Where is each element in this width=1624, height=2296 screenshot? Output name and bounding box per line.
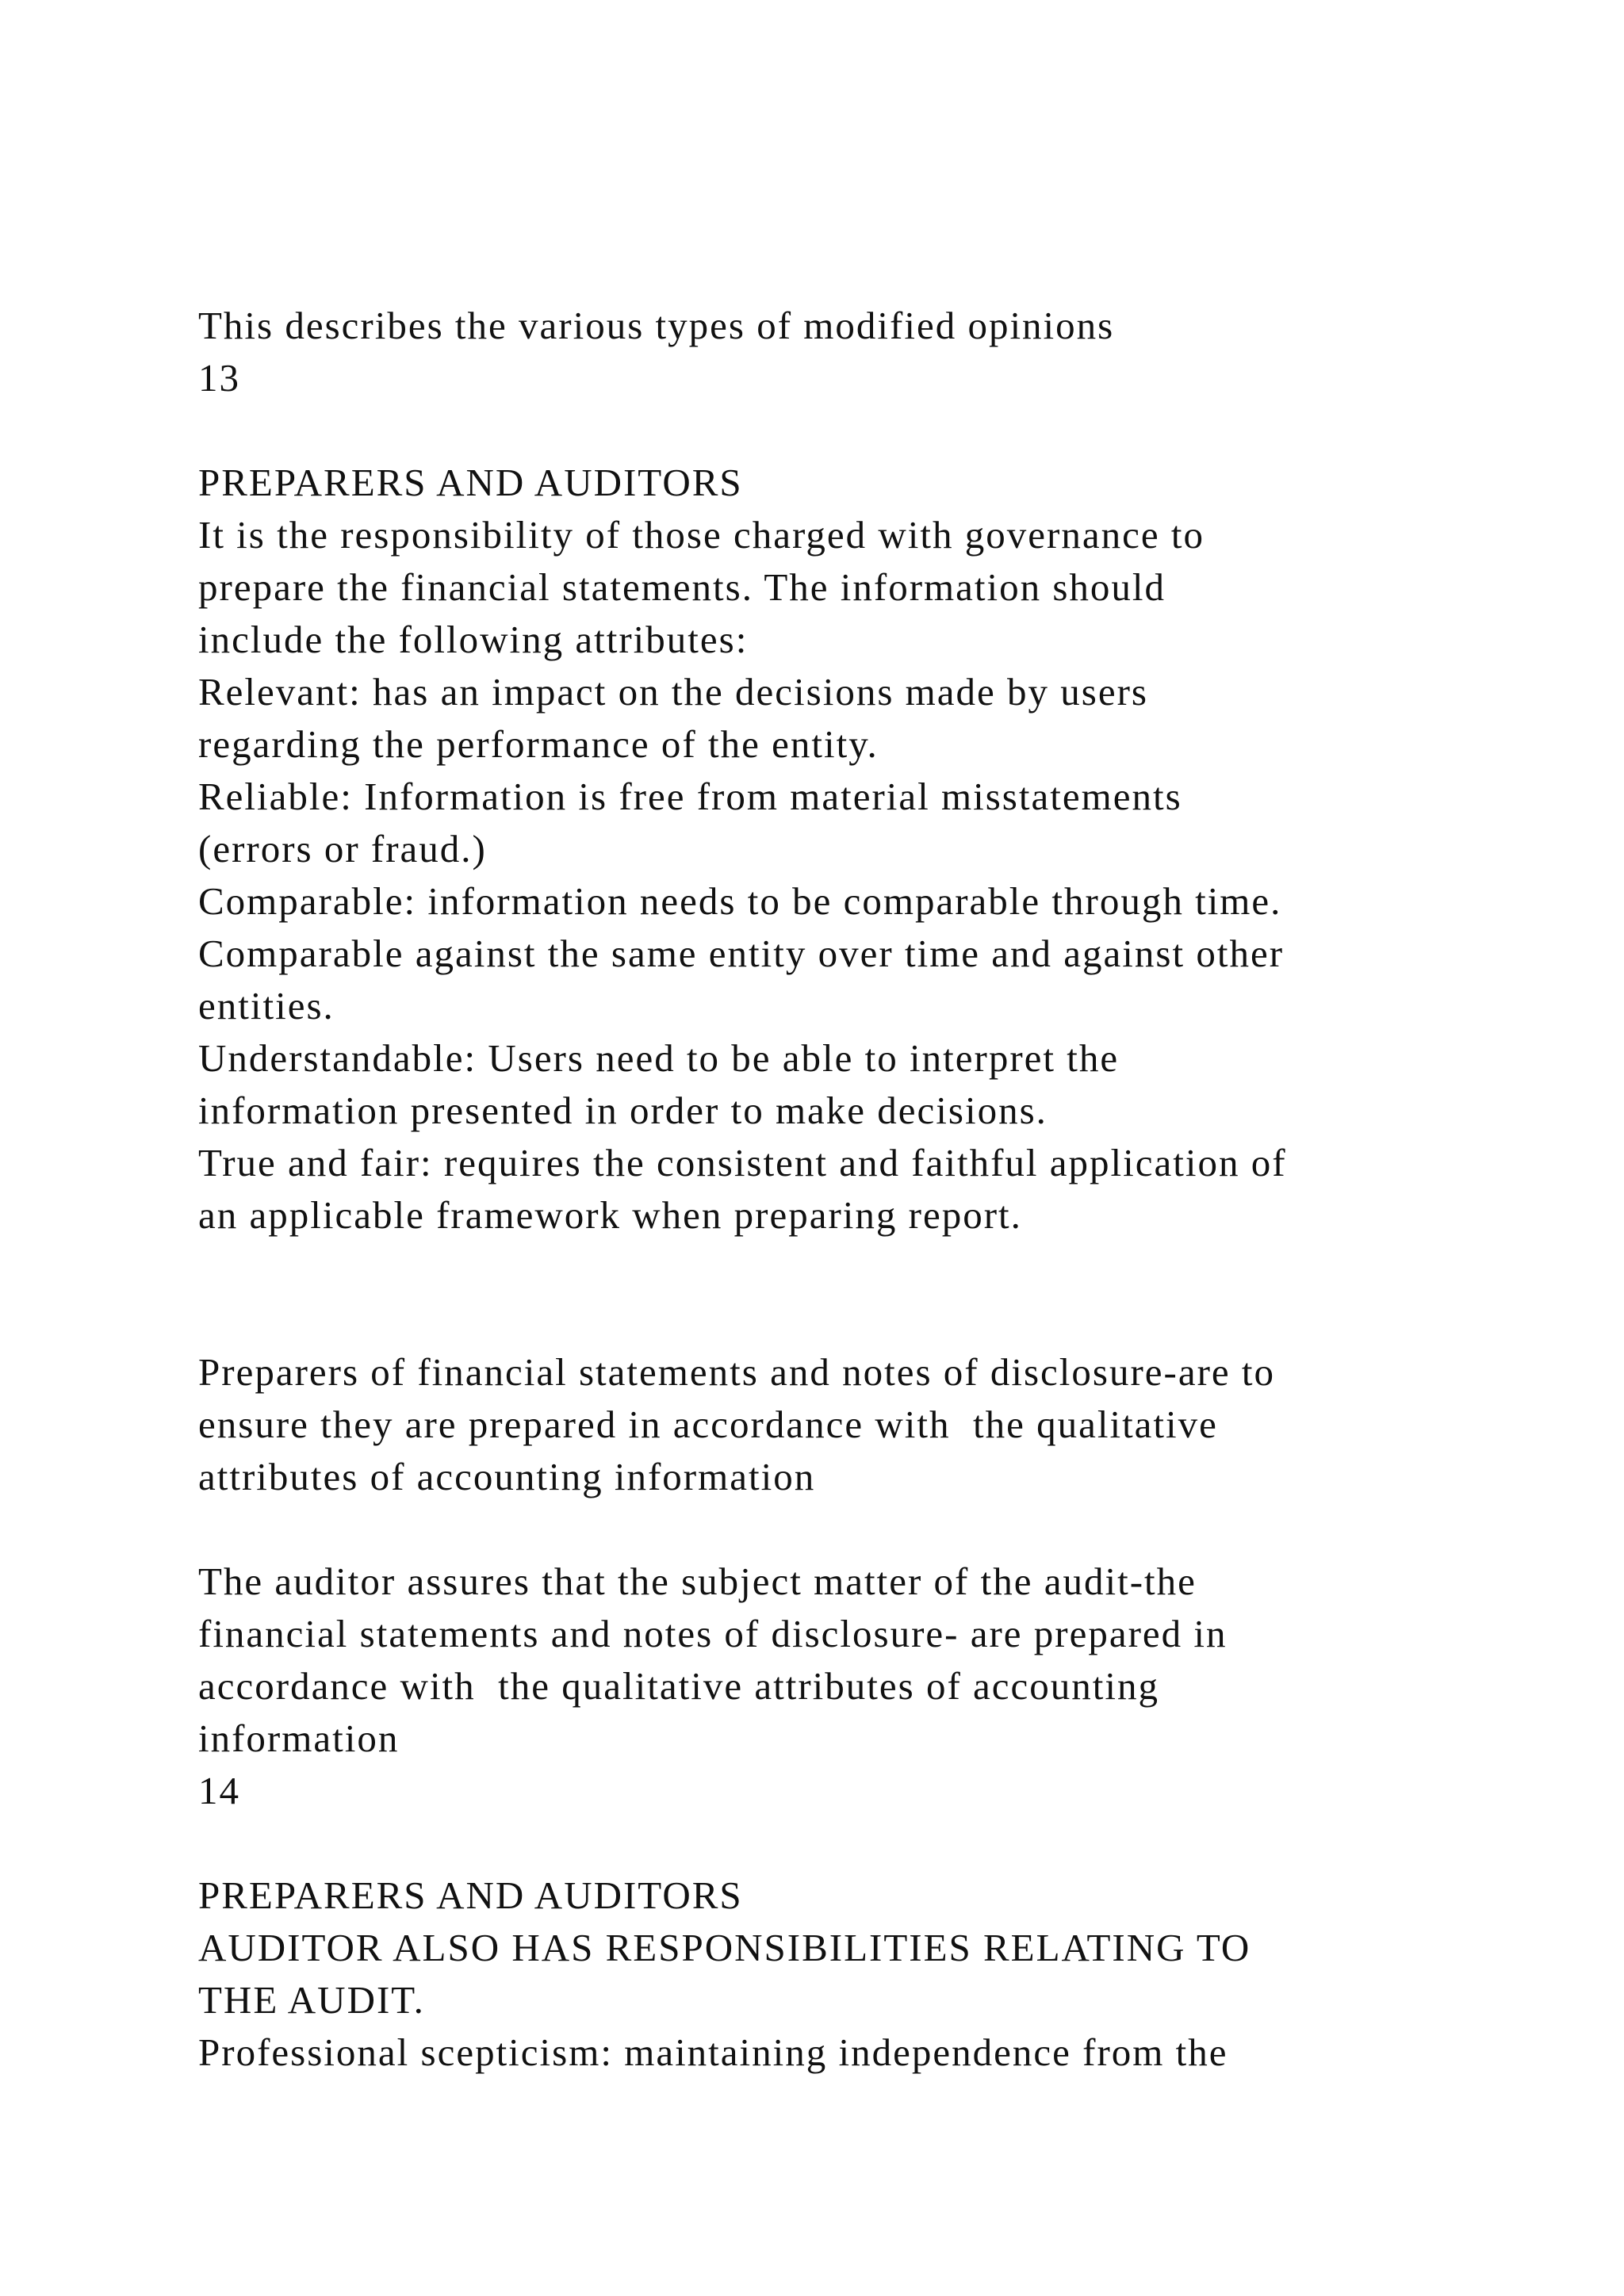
- text-line: ensure they are prepared in accordance with the qualitative: [198, 1402, 1218, 1446]
- text-line: Comparable: information needs to be comparable through time.: [198, 879, 1282, 923]
- text-line: Professional scepticism: maintaining independence from the: [198, 2030, 1228, 2074]
- blank-line: [198, 1294, 1546, 1346]
- text-line: The auditor assures that the subject matter of the audit-the: [198, 1559, 1197, 1603]
- text-line: Understandable: Users need to be able to interpret the: [198, 1036, 1120, 1080]
- text-line: True and fair: requires the consistent and faithful application of: [198, 1141, 1287, 1184]
- text-line: Comparable against the same entity over time and against other: [198, 932, 1285, 975]
- text-line: Preparers of financial statements and notes of disclosure-are to: [198, 1350, 1276, 1394]
- blank-line: [198, 1242, 1546, 1294]
- blank-line: [198, 1503, 1546, 1556]
- text-line: Reliable: Information is free from material misstatements: [198, 775, 1182, 818]
- page-number: 14: [198, 1769, 240, 1812]
- text-line: It is the responsibility of those charged with governance to: [198, 513, 1205, 557]
- text-line: (errors or fraud.): [198, 827, 487, 871]
- text-line: THE AUDIT.: [198, 1978, 425, 2022]
- text-line: an applicable framework when preparing report.: [198, 1193, 1022, 1237]
- section-heading: PREPARERS AND AUDITORS: [198, 461, 743, 504]
- document-body: [198, 300, 1546, 2079]
- text-line: information presented in order to make decisions.: [198, 1089, 1048, 1132]
- text-line: attributes of accounting information: [198, 1455, 816, 1498]
- text-line: financial statements and notes of disclosure- are prepared in: [198, 1612, 1228, 1655]
- text-line: Relevant: has an impact on the decisions made by users: [198, 670, 1148, 714]
- text-line: This describes the various types of modified opinions: [198, 304, 1115, 347]
- text-line: prepare the financial statements. The information should: [198, 565, 1166, 609]
- page-number: 13: [198, 356, 240, 400]
- text-line: regarding the performance of the entity.: [198, 722, 879, 766]
- text-line: AUDITOR ALSO HAS RESPONSIBILITIES RELATING TO: [198, 1926, 1251, 1969]
- blank-line: [198, 1817, 1546, 1869]
- text-line: information: [198, 1716, 400, 1760]
- text-line: include the following attributes:: [198, 618, 749, 661]
- blank-line: [198, 404, 1546, 457]
- section-heading: PREPARERS AND AUDITORS: [198, 1873, 743, 1917]
- text-line: accordance with the qualitative attributes of accounting: [198, 1664, 1159, 1708]
- text-line: entities.: [198, 984, 335, 1027]
